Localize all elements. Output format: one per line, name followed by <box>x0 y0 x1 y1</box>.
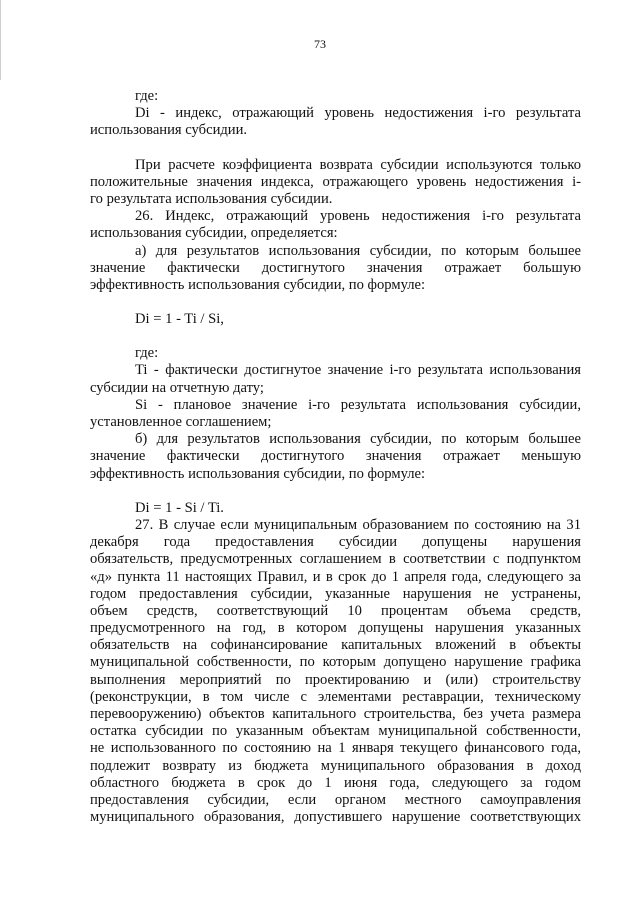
text-line: (реконструкции, в том числе с элементами реставрации, техническому <box>90 688 581 705</box>
text-line: предоставления субсидии, если органом местного самоуправления <box>90 791 581 808</box>
text-line: предусмотренного на год, в котором допущены нарушения указанных <box>90 620 581 637</box>
text-line: 27. В случае если муниципальным образованием по состоянию на 31 <box>135 516 581 533</box>
text-line: значение фактически достигнутого значения отражает меньшую <box>90 448 581 465</box>
paragraph-gap <box>90 483 581 500</box>
text-line: положительные значения индекса, отражающего уровень недостижения i- <box>90 173 581 190</box>
text-line: Di = 1 - Ti / Si, <box>135 311 224 328</box>
document-body <box>90 88 581 826</box>
text-line: б) для результатов использования субсидии, по которым большее <box>135 431 581 448</box>
text-line: а) для результатов использования субсидии, по которым большее <box>135 242 581 259</box>
text-line: подлежит возврату из бюджета муниципального образования в доход <box>90 757 581 774</box>
text-line: не использованного по состоянию на 1 января текущего финансового года, <box>90 740 581 757</box>
page-number: 73 <box>314 37 326 51</box>
text-line: При расчете коэффициента возврата субсидии используются только <box>135 156 581 173</box>
text-line: областного бюджета в срок до 1 июня года, следующего за годом <box>90 774 581 791</box>
text-line: эффективность использования субсидии, по формуле: <box>90 465 426 482</box>
text-line: го результата использования субсидии. <box>90 190 333 207</box>
text-line: значение фактически достигнутого значения отражает большую <box>90 259 581 276</box>
text-line: муниципальной собственности, по которым допущено нарушение графика <box>90 654 581 671</box>
text-line: Di - индекс, отражающий уровень недостижения i-го результата <box>135 105 581 122</box>
text-line: 26. Индекс, отражающий уровень недостижения i-го результата <box>135 208 581 225</box>
text-line: обязательств на софинансирование капитальных вложений в объекты <box>90 637 581 654</box>
text-line: использования субсидии, определяется: <box>90 225 338 242</box>
text-line: Di = 1 - Si / Ti. <box>135 499 224 516</box>
paragraph-gap <box>90 140 581 157</box>
text-line: муниципального образования, допустившего нарушение соответствующих <box>90 809 581 826</box>
paragraph-gap <box>90 328 581 345</box>
text-line: где: <box>135 345 159 362</box>
text-line: где: <box>135 88 159 104</box>
text-line: декабря года предоставления субсидии допущены нарушения <box>90 534 581 551</box>
text-line: перевооружению) объектов капитального строительства, без учета размера <box>90 706 581 722</box>
text-line: объем средств, соответствующий 10 процентам объема средств, <box>90 602 581 619</box>
text-line: «д» пункта 11 настоящих Правил, и в срок до 1 апреля года, следующего за <box>90 568 581 585</box>
text-line: Ti - фактически достигнутое значение i-го результата использования <box>135 362 581 379</box>
paragraph-gap <box>90 294 581 311</box>
text-line: субсидии на отчетную дату; <box>90 379 264 396</box>
text-line: установленное соглашением; <box>90 414 272 430</box>
text-line: годом предоставления субсидии, указанные нарушения не устранены, <box>90 585 581 602</box>
text-line: эффективность использования субсидии, по формуле: <box>90 276 426 293</box>
text-line: обязательств, предусмотренных соглашением в соответствии с подпунктом <box>90 551 581 568</box>
text-line: выполнения мероприятий по проектированию и (или) строительству <box>90 671 581 688</box>
text-line: использования субсидии. <box>90 122 248 139</box>
text-line: остатка субсидии по указанным объектам муниципальной собственности, <box>90 723 581 740</box>
text-line: Si - плановое значение i-го результата использования субсидии, <box>135 396 581 413</box>
